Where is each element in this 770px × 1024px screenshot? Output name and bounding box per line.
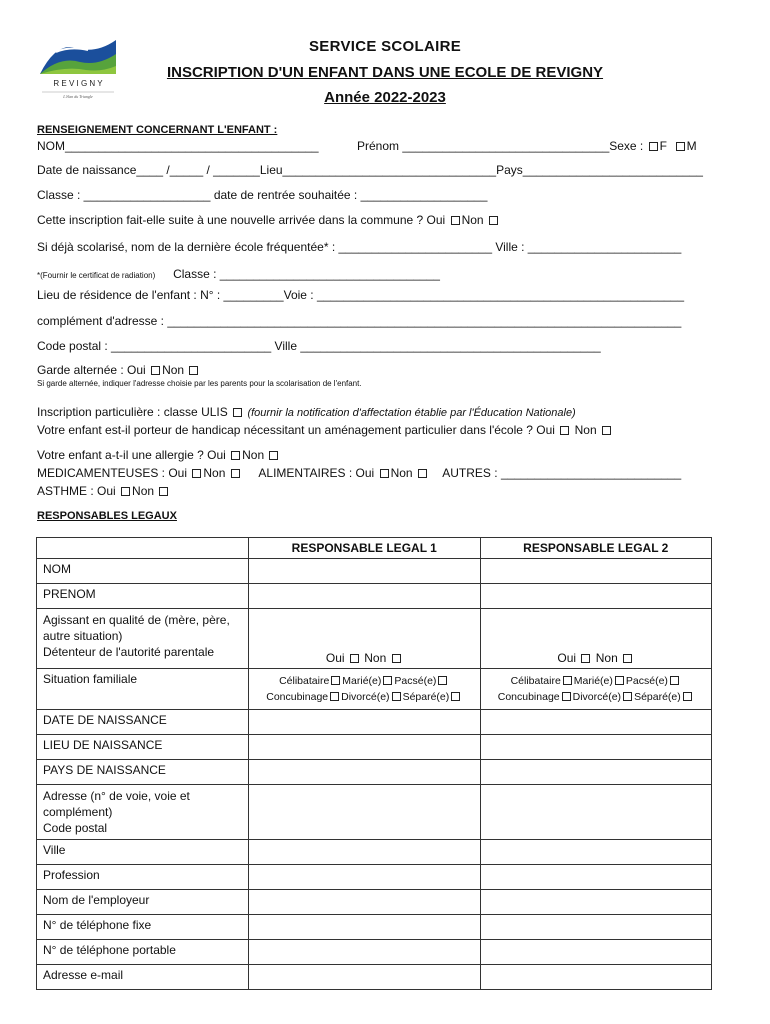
cell-employeur-1[interactable] [249,890,481,915]
title-service: SERVICE SCOLAIRE [308,38,462,55]
garde-non-label: Non [162,363,185,377]
table-row [37,735,712,760]
sexe-f-label: F [659,139,667,153]
allergie-non-label: Non [242,448,265,462]
handicap-label: Votre enfant est-il porteur de handicap nécessitant un aménagement particulier dans l'école ? Oui [37,423,555,437]
child-section-heading: RENSEIGNEMENT CONCERNANT L'ENFANT : [37,124,278,136]
table-row [37,840,712,865]
residence-field[interactable]: Lieu de résidence de l'enfant : N° : _________Voie : _______________________________________________________ [37,288,685,302]
sexe-m-checkbox[interactable] [676,142,685,151]
cell-situation-1[interactable] [249,669,481,710]
cell-ville-1[interactable] [249,840,481,865]
row-label-qualite [37,609,249,669]
title-inscription: INSCRIPTION D'UN ENFANT DANS UNE ECOLE DE REVIGNY [166,64,604,81]
row-label-adresse [37,785,249,840]
alim-oui-checkbox[interactable] [380,469,389,478]
sit2-marie-checkbox[interactable] [615,676,624,685]
sit1-celibataire: Célibataire [279,675,330,687]
garde-label: Garde alternée : Oui [37,363,146,377]
sit2-pacse-checkbox[interactable] [670,676,679,685]
sexe-m-label: M [686,139,697,153]
table-row [37,785,712,840]
cell-prenom-1[interactable] [249,584,481,609]
title-annee: Année 2022-2023 [324,89,446,106]
sit2-concubinage: Concubinage [497,691,560,703]
row-label-date: DATE DE NAISSANCE [37,710,249,735]
handicap-question [37,423,613,437]
autorite-1-non-checkbox[interactable] [392,654,401,663]
cell-ville-2[interactable] [480,840,712,865]
cell-lieu-1[interactable] [249,735,481,760]
prenom-field[interactable] [357,139,697,153]
table-row [37,760,712,785]
row-label-nom: NOM [37,559,249,584]
handicap-non-label: Non [574,423,597,437]
cell-email-1[interactable] [249,965,481,990]
ulis-note: (fournir la notification d'affectation établie par l'Éducation Nationale) [247,407,576,419]
cell-date-1[interactable] [249,710,481,735]
col-responsable-2: RESPONSABLE LEGAL 2 [480,538,712,559]
row-label-tel-portable: N° de téléphone portable [37,940,249,965]
cell-lieu-2[interactable] [480,735,712,760]
table-row [37,669,712,710]
sit2-pacse: Pacsé(e) [625,675,668,687]
alim-non-label: Non [390,466,413,480]
ecole-field[interactable]: Si déjà scolarisé, nom de la dernière école fréquentée* : _______________________ Ville : _______________________ [37,240,682,254]
asthme-non-checkbox[interactable] [159,487,168,496]
sit1-separe: Séparé(e) [402,691,450,703]
cell-adresse-2[interactable] [480,785,712,840]
sit1-concubinage: Concubinage [266,691,329,703]
radiation-note: *(Fournir le certificat de radiation) [37,271,156,280]
alim-non-checkbox[interactable] [418,469,427,478]
cell-employeur-2[interactable] [480,890,712,915]
table-row [37,710,712,735]
autorite-2-oui-checkbox[interactable] [581,654,590,663]
arrivee-label: Cette inscription fait-elle suite à une nouvelle arrivée dans la commune ? Oui [37,213,446,227]
row-label-pays: PAYS DE NAISSANCE [37,760,249,785]
sit2-divorce: Divorcé(e) [572,691,622,703]
handicap-non-checkbox[interactable] [602,426,611,435]
legal-section-heading: RESPONSABLES LEGAUX [37,510,177,522]
allergie-types [37,466,681,480]
classe-field[interactable]: Classe : ___________________ date de rentrée souhaitée : ___________________ [37,188,488,202]
logo-tagline: L'élan du Triangle [63,94,93,99]
table-header-row [37,538,712,559]
cell-pays-1[interactable] [249,760,481,785]
asthme-label: ASTHME : Oui [37,484,116,498]
cp-label: Code postal [43,821,108,835]
autorite-1-non: Non [364,651,387,665]
asthme-question [37,484,170,498]
cell-profession-2[interactable] [480,865,712,890]
allergie-label: Votre enfant a-t-il une allergie ? Oui [37,448,226,462]
medic-non-checkbox[interactable] [231,469,240,478]
table-row [37,865,712,890]
cell-date-2[interactable] [480,710,712,735]
qualite-label: Agissant en qualité de (mère, père, autre situation) [43,613,230,643]
sit2-celibataire: Célibataire [510,675,561,687]
sit2-marie: Marié(e) [573,675,613,687]
cell-tel-portable-1[interactable] [249,940,481,965]
row-label-employeur: Nom de l'employeur [37,890,249,915]
complement-field[interactable]: complément d'adresse : _____________________________________________________________________________ [37,314,682,328]
cell-pays-2[interactable] [480,760,712,785]
row-label-email: Adresse e-mail [37,965,249,990]
sit1-separe-checkbox[interactable] [451,692,460,701]
alim-label: ALIMENTAIRES : Oui [258,466,375,480]
row-label-tel-fixe: N° de téléphone fixe [37,915,249,940]
cell-autorite-1[interactable] [249,609,481,669]
medic-oui-checkbox[interactable] [192,469,201,478]
cell-autorite-2[interactable] [480,609,712,669]
sit1-concubinage-checkbox[interactable] [330,692,339,701]
allergie-oui-checkbox[interactable] [231,451,240,460]
cell-profession-1[interactable] [249,865,481,890]
table-row [37,584,712,609]
autorite-2-non: Non [595,651,618,665]
table-row [37,965,712,990]
table-row [37,609,712,669]
asthme-oui-checkbox[interactable] [121,487,130,496]
row-label-ville: Ville [37,840,249,865]
code-postal-field[interactable]: Code postal : ________________________ Ville _____________________________________________ [37,339,601,353]
cell-situation-2[interactable] [480,669,712,710]
sit2-concubinage-checkbox[interactable] [562,692,571,701]
autorite-2-oui: Oui [557,651,577,665]
cell-email-2[interactable] [480,965,712,990]
row-label-situation: Situation familiale [37,669,249,710]
sit2-celibataire-checkbox[interactable] [563,676,572,685]
radiation-row [37,265,440,283]
row-label-profession: Profession [37,865,249,890]
autorite-1-oui: Oui [325,651,345,665]
garde-non-checkbox[interactable] [189,366,198,375]
garde-oui-checkbox[interactable] [151,366,160,375]
sit1-divorce: Divorcé(e) [341,691,390,703]
arrivee-question [37,213,500,227]
naissance-field[interactable]: Date de naissance____ /_____ / _______Lieu________________________________Pays___________________________ [37,163,703,177]
sit2-divorce-checkbox[interactable] [623,692,632,701]
sit2-separe-checkbox[interactable] [683,692,692,701]
medic-non-label: Non [203,466,226,480]
sit1-pacse: Pacsé(e) [394,675,437,687]
sit2-separe: Séparé(e) [634,691,681,703]
cell-nom-1[interactable] [249,559,481,584]
allergie-non-checkbox[interactable] [269,451,278,460]
ulis-checkbox[interactable] [233,408,242,417]
row-label-prenom: PRENOM [37,584,249,609]
sit1-marie: Marié(e) [342,675,382,687]
cell-tel-portable-2[interactable] [480,940,712,965]
table-row [37,915,712,940]
sit1-pacse-checkbox[interactable] [438,676,447,685]
autorite-1-oui-checkbox[interactable] [350,654,359,663]
logo-text: R E V I G N Y [53,79,103,88]
sit1-marie-checkbox[interactable] [383,676,392,685]
garde-note: Si garde alternée, indiquer l'adresse choisie par les parents pour la scolarisation de l'enfant. [37,379,362,388]
responsables-table [36,537,712,990]
table-row [37,940,712,965]
sexe-f-checkbox[interactable] [649,142,658,151]
adresse-label: Adresse (n° de voie, voie et complément) [43,789,190,819]
table-corner-cell [37,538,249,559]
cell-nom-2[interactable] [480,559,712,584]
allergie-question [37,448,280,462]
ulis-question [37,405,576,419]
cell-adresse-1[interactable] [249,785,481,840]
asthme-non-label: Non [132,484,155,498]
autorite-2-non-checkbox[interactable] [623,654,632,663]
cell-tel-fixe-1[interactable] [249,915,481,940]
autorite-label: Détenteur de l'autorité parentale [43,645,215,659]
garde-question [37,363,200,377]
arrivee-non-checkbox[interactable] [489,216,498,225]
table-row [37,559,712,584]
cell-tel-fixe-2[interactable] [480,915,712,940]
sit1-celibataire-checkbox[interactable] [331,676,340,685]
autres-field[interactable]: AUTRES : ___________________________ [442,466,682,480]
arrivee-non-label: Non [461,213,484,227]
classe2-field[interactable]: Classe : _________________________________ [173,267,440,281]
handicap-oui-checkbox[interactable] [560,426,569,435]
ulis-label: Inscription particulière : classe ULIS [37,405,228,419]
row-label-lieu: LIEU DE NAISSANCE [37,735,249,760]
sit1-divorce-checkbox[interactable] [392,692,401,701]
nom-field[interactable]: NOM______________________________________ [37,139,319,153]
prenom-label: Prénom _______________________________Sexe : [357,139,644,153]
medic-label: MEDICAMENTEUSES : Oui [37,466,188,480]
cell-prenom-2[interactable] [480,584,712,609]
arrivee-oui-checkbox[interactable] [451,216,460,225]
col-responsable-1: RESPONSABLE LEGAL 1 [249,538,481,559]
table-row [37,890,712,915]
